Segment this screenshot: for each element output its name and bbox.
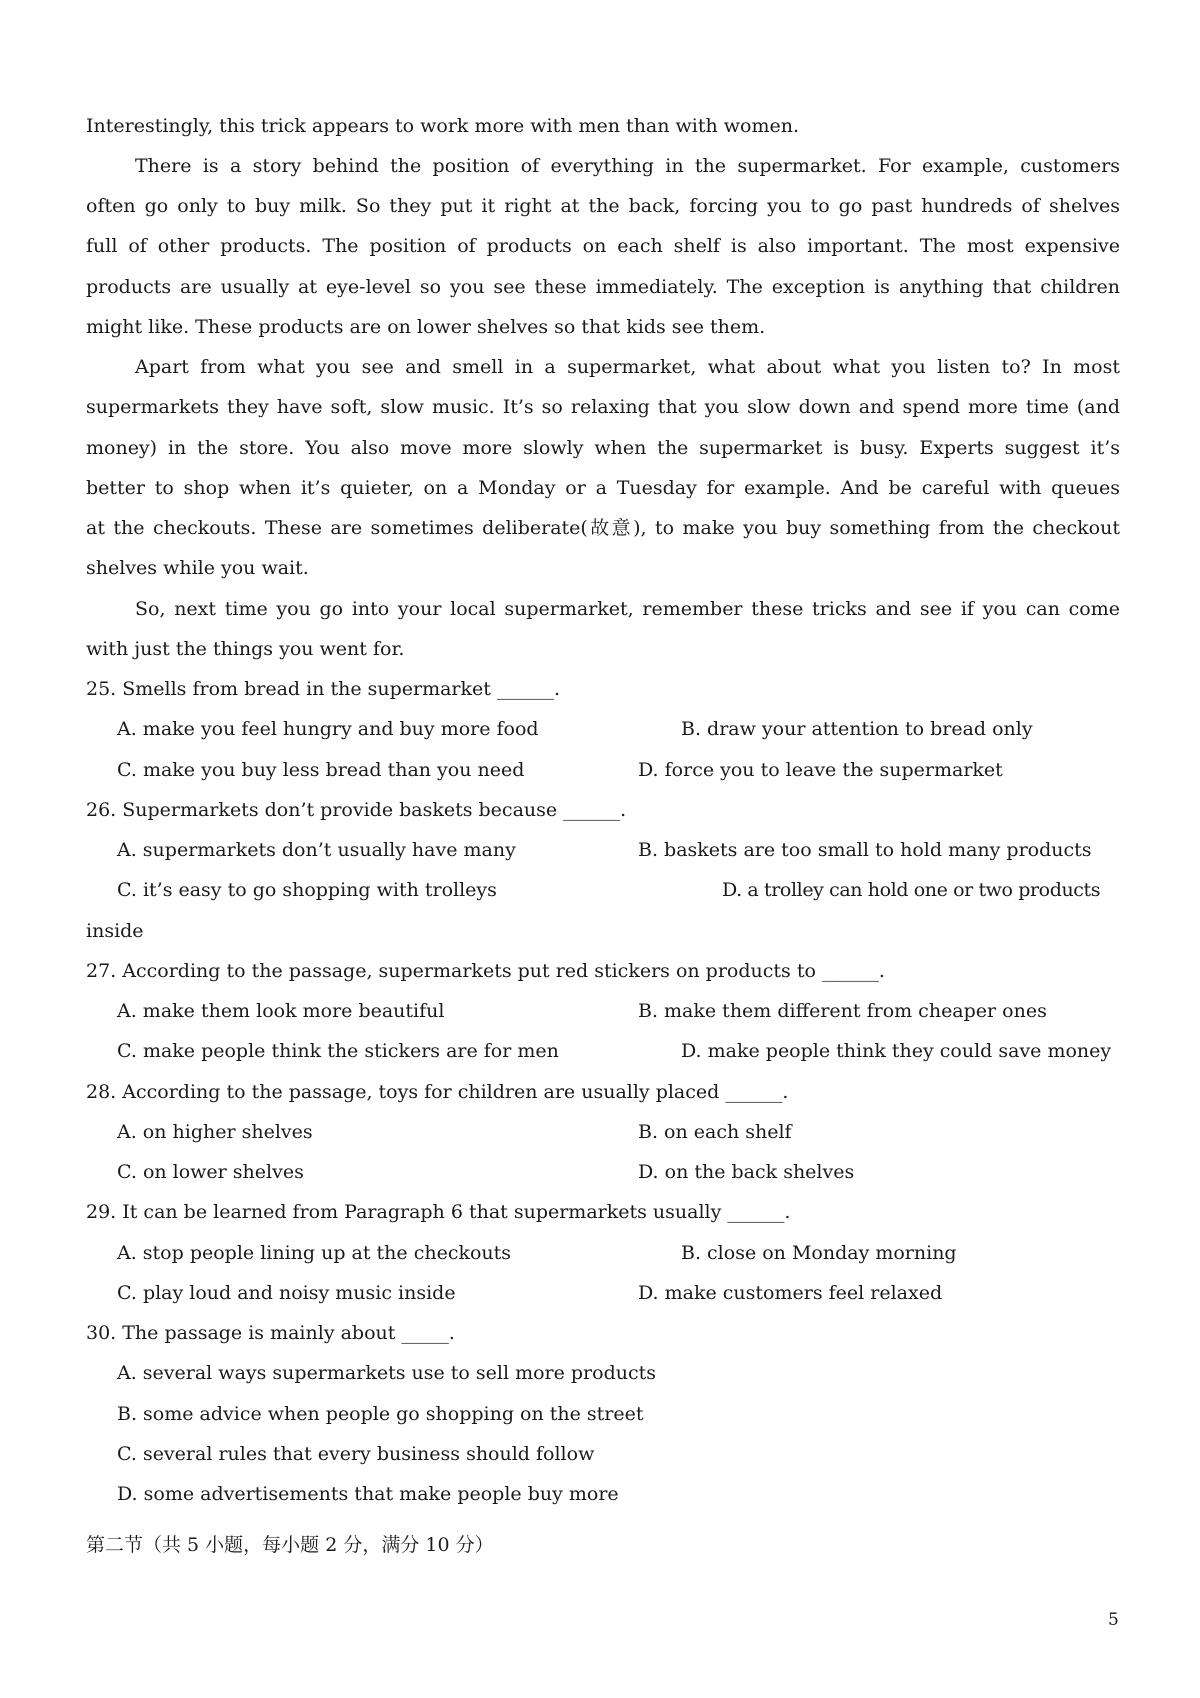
passage-line: So, next time you go into your local supermarket, remember these tricks and see if you can come [135,598,1120,620]
section-heading: 第二节（共 5 小题，每小题 2 分，满分 10 分） [86,1534,494,1556]
question-stem: 25. Smells from bread in the supermarket ______. [86,678,560,700]
passage-line: supermarkets they have soft, slow music. It’s so relaxing that you slow down and spend more time (and [86,396,1120,418]
option-b: B. make them different from cheaper ones [638,1000,1047,1022]
option-c: C. play loud and noisy music inside [117,1282,456,1304]
option-c: C. make people think the stickers are for men [117,1040,559,1062]
option-d: D. some advertisements that make people buy more [117,1483,619,1505]
page-number: 5 [1108,1610,1119,1630]
option-d-continued: inside [86,920,144,942]
passage-line: money) in the store. You also move more slowly when the supermarket is busy. Experts suggest it’s [86,437,1120,459]
option-d: D. make customers feel relaxed [638,1282,943,1304]
question-stem: 30. The passage is mainly about _____. [86,1322,455,1344]
option-a: A. make them look more beautiful [117,1000,445,1022]
passage-line: might like. These products are on lower shelves so that kids see them. [86,316,766,338]
question-stem: 26. Supermarkets don’t provide baskets because ______. [86,799,627,821]
option-c: C. several rules that every business should follow [117,1443,595,1465]
option-b: B. some advice when people go shopping on the street [117,1403,644,1425]
passage-line: shelves while you wait. [86,557,309,579]
passage-line: full of other products. The position of products on each shelf is also important. The most expensive [86,235,1120,257]
question-stem: 29. It can be learned from Paragraph 6 that supermarkets usually ______. [86,1201,791,1223]
passage-line: products are usually at eye-level so you see these immediately. The exception is anything that children [86,276,1120,298]
option-a: A. several ways supermarkets use to sell more products [117,1362,657,1384]
option-a: A. on higher shelves [117,1121,313,1143]
option-d: D. make people think they could save money [681,1040,1112,1062]
passage-line: Apart from what you see and smell in a supermarket, what about what you listen to? In most [135,356,1120,378]
option-d: D. a trolley can hold one or two products [722,879,1101,901]
passage-line: Interestingly, this trick appears to work more with men than with women. [86,115,800,137]
option-b: B. close on Monday morning [681,1242,957,1264]
option-a: A. stop people lining up at the checkouts [117,1242,512,1264]
option-b: B. baskets are too small to hold many products [638,839,1092,861]
option-a: A. make you feel hungry and buy more food [117,718,539,740]
option-c: C. on lower shelves [117,1161,304,1183]
option-b: B. draw your attention to bread only [681,718,1033,740]
passage-line: There is a story behind the position of everything in the supermarket. For example, customers [135,155,1120,177]
question-stem: 28. According to the passage, toys for children are usually placed ______. [86,1081,789,1103]
passage-line: at the checkouts. These are sometimes deliberate(故意), to make you buy something from the checkout [86,517,1120,539]
option-c: C. make you buy less bread than you need [117,759,525,781]
option-a: A. supermarkets don’t usually have many [117,839,516,861]
passage-line: with just the things you went for. [86,638,405,660]
question-stem: 27. According to the passage, supermarkets put red stickers on products to ______. [86,960,885,982]
option-c: C. it’s easy to go shopping with trolleys [117,879,497,901]
option-d: D. on the back shelves [638,1161,855,1183]
passage-line: better to shop when it’s quieter, on a Monday or a Tuesday for example. And be careful with queues [86,477,1120,499]
option-b: B. on each shelf [638,1121,792,1143]
option-d: D. force you to leave the supermarket [638,759,1003,781]
passage-line: often go only to buy milk. So they put it right at the back, forcing you to go past hundreds of shelves [86,195,1120,217]
